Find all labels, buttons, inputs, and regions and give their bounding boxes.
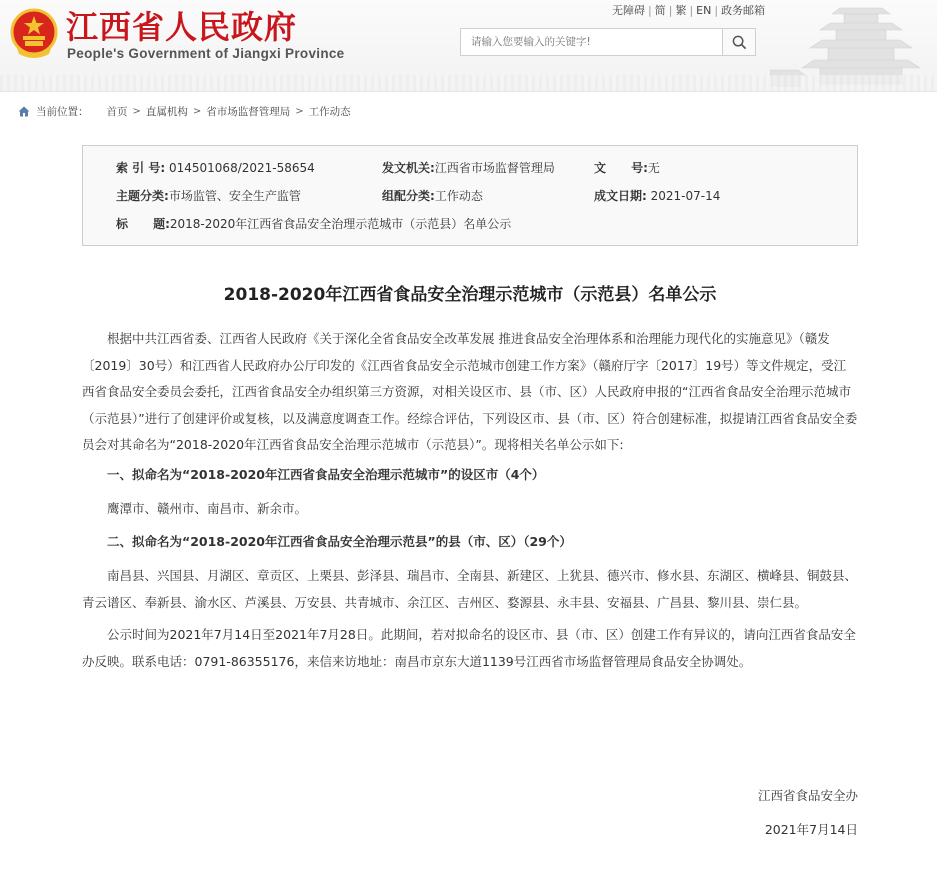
section-2 <box>82 529 858 556</box>
simplified-chinese-link[interactable]: 简 <box>654 4 666 17</box>
meta-date: 成文日期: 2021-07-14 <box>594 189 721 203</box>
document-meta-table <box>82 145 858 246</box>
breadcrumb-affiliated-agencies[interactable]: 直属机构 <box>145 106 188 118</box>
search-button[interactable] <box>722 29 755 55</box>
top-links: 无障碍 | 简 | 繁 | EN | 政务邮箱 <box>612 4 766 17</box>
meta-issuer: 发文机关:江西省市场监督管理局 <box>382 161 555 175</box>
notice-paragraph: 公示时间为2021年7月14日至2021年7月28日。此期间，若对拟命名的设区市、县（市、区）创建工作有异议的，请向江西省食品安全办反映。联系电话：0791-86355176，来信来访地址：南昌市京东大道1139号江西省市场监督管理局食品安全协调处。 <box>82 627 856 669</box>
breadcrumb-home[interactable]: 首页 <box>106 106 128 118</box>
notice-block <box>82 622 858 675</box>
section-1-list-block <box>82 496 858 523</box>
chevron-right-icon: > <box>192 106 202 117</box>
article-title: 2018-2020年江西省食品安全治理示范城市（示范县）名单公示 <box>223 285 717 305</box>
site-title-english: People's Government of Jiangxi Province <box>67 46 345 61</box>
signature: 江西省食品安全办 <box>757 788 858 803</box>
meta-title: 标 题:2018-2020年江西省食品安全治理示范城市（示范县）名单公示 <box>116 217 512 231</box>
section-1-list: 鹰潭市、赣州市、南昌市、新余市。 <box>107 501 308 516</box>
english-link[interactable]: EN <box>696 4 712 17</box>
breadcrumb <box>18 104 351 119</box>
national-emblem-icon <box>9 8 59 60</box>
article-intro-paragraph: 根据中共江西省委、江西省人民政府《关于深化全省食品安全改革发展 推进食品安全治理体系和治理能力现代化的实施意见》（赣发〔2019〕30号）和江西省人民政府办公厅印发的《江西省食品安全示范城市创建工作方案》（赣府厅字〔2017〕19号）等文件规定，受江西省食品安全委员会委托，江西省食品安全办组织第三方资源，对相关设区市、县（市、区）人民政府申报的“江西省食品安全治理示范城市（示范县）”进行了创建评价或复核，以及满意度调查工作。经综合评估，下列设区市、县（市、区）符合创建标准，拟提请江西省食品安全委员会对其命名为“2018-2020年江西省食品安全治理示范城市（示范县）”。现将相关名单公示如下: <box>82 331 858 452</box>
pavilion-illustration <box>770 0 937 92</box>
search-box <box>460 28 756 56</box>
meta-topic: 主题分类:市场监管、安全生产监管 <box>116 189 301 203</box>
breadcrumb-market-supervision-bureau[interactable]: 省市场监督管理局 <box>206 106 291 118</box>
section-2-heading: 二、拟命名为“2018-2020年江西省食品安全治理示范县”的县（市、区）（29个） <box>107 534 572 549</box>
article-body <box>82 326 858 459</box>
meta-category: 组配分类:工作动态 <box>382 189 483 203</box>
chevron-right-icon: > <box>295 106 304 117</box>
section-1 <box>82 462 858 489</box>
section-2-list-block <box>82 563 858 616</box>
accessibility-link[interactable]: 无障碍 <box>612 4 645 17</box>
site-header <box>0 0 937 92</box>
meta-index: 索 引 号: 014501068/2021-58654 <box>116 161 315 175</box>
gov-mailbox-link[interactable]: 政务邮箱 <box>721 4 766 17</box>
section-2-list: 南昌县、兴国县、月湖区、章贡区、上栗县、彭泽县、瑞昌市、全南县、新建区、上犹县、德兴市、修水县、东湖区、横峰县、铜鼓县、青云谱区、奉新县、渝水区、芦溪县、万安县、共青城市、余江区、吉州区、婺源县、永丰县、安福县、广昌县、黎川县、崇仁县。 <box>82 568 858 610</box>
search-icon <box>732 35 747 50</box>
breadcrumb-work-news[interactable]: 工作动态 <box>308 106 351 118</box>
home-icon <box>18 106 30 117</box>
location-label: 当前位置： <box>36 106 89 118</box>
traditional-chinese-link[interactable]: 繁 <box>675 4 687 17</box>
sign-date: 2021年7月14日 <box>764 822 858 837</box>
meta-doc-number: 文 号:无 <box>594 161 660 175</box>
section-1-heading: 一、拟命名为“2018-2020年江西省食品安全治理示范城市”的设区市（4个） <box>107 467 545 482</box>
site-title[interactable]: 江西省人民政府 <box>66 8 298 46</box>
search-input[interactable] <box>461 29 723 55</box>
chevron-right-icon: > <box>132 106 141 117</box>
